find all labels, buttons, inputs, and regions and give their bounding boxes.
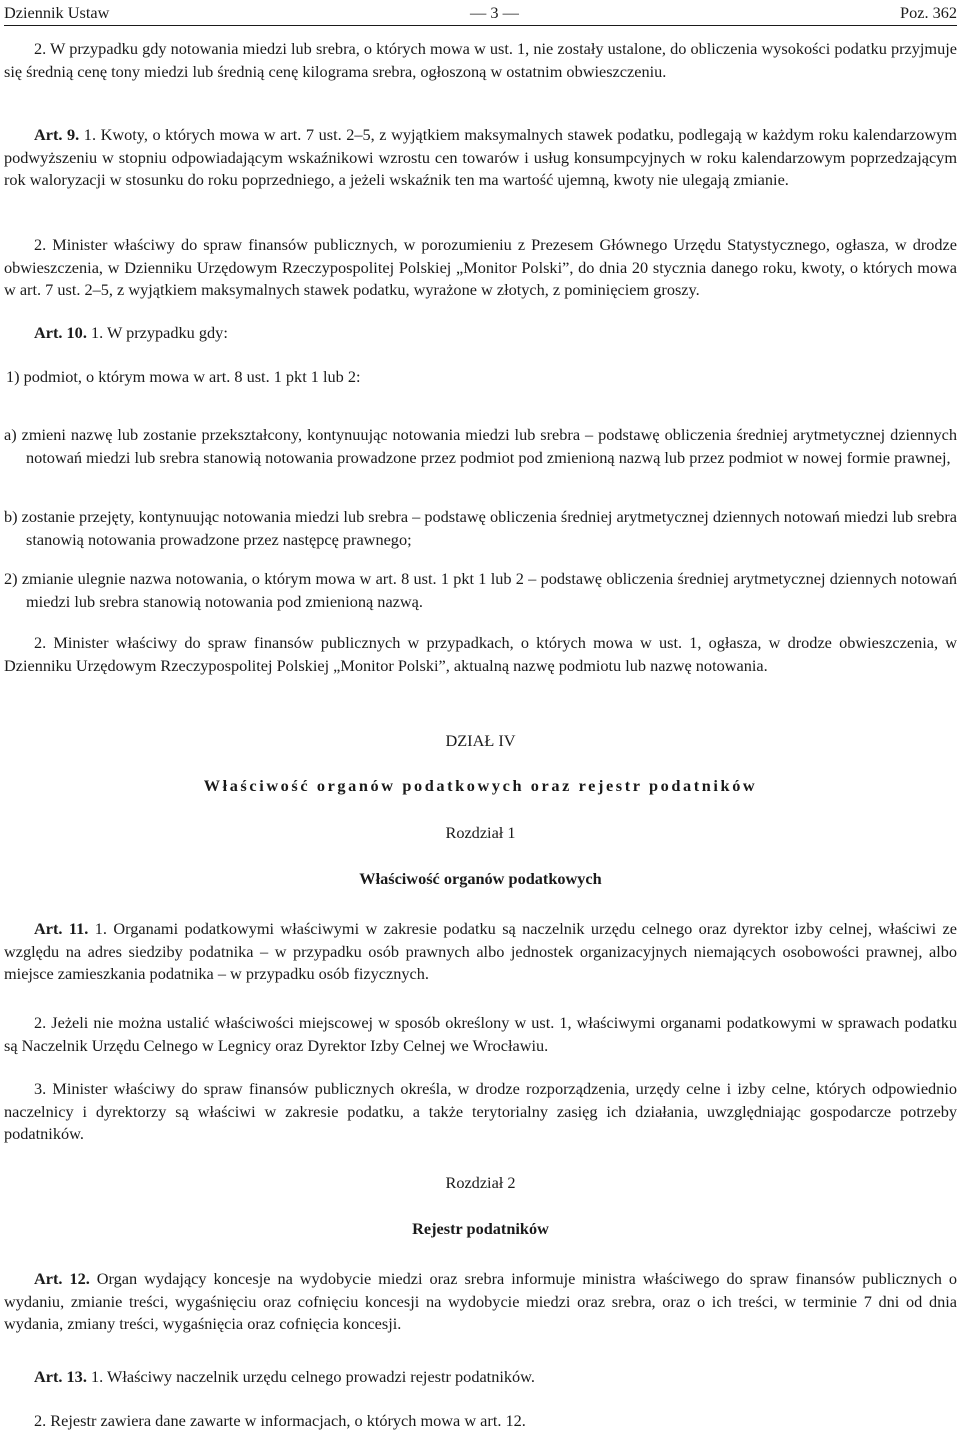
list-item-1: 1) podmiot, o którym mowa w art. 8 ust. 1 pkt 1 lub 2:: [6, 367, 361, 386]
art11-label: Art. 11.: [34, 919, 89, 938]
journal-name: Dziennik Ustaw: [4, 3, 110, 22]
chapter1-title: [4, 868, 957, 891]
paragraph-art9-ust1: [4, 124, 957, 192]
art10-label: Art. 10.: [34, 323, 87, 342]
art9-label: Art. 9.: [34, 125, 80, 144]
paragraph-art9-ust2: 2. Minister właściwy do spraw finansów publicznych, w porozumieniu z Prezesem Głównego Urzędu Statystycznego, ogłasza, w drodze obwieszczenia, w Dzienniku Urzędowym Rzeczypospolitej Polskiej „Monitor Polski”, do dnia 20 stycznia danego roku, kwoty, o których mowa w art. 7 ust. 2–5, z wyjątkiem maksymalnych stawek podatku, wyrażone w złotych, z pominięciem groszy.: [4, 235, 957, 299]
art12-text: Organ wydający koncesje na wydobycie miedzi oraz srebra informuje ministra właściwego do spraw finansów publicznych o wydaniu, zmianie treści, wygaśnięciu oraz cofnięciu koncesji na wydobycie miedzi oraz srebra, oraz o ich treści, w terminie 7 dni od dnia wydania, zmiany treści, wygaśnięcia oraz cofnięcia koncesji.: [4, 1269, 957, 1333]
chapter1-title-text: Właściwość organów podatkowych: [359, 869, 602, 888]
art13-label: Art. 13.: [34, 1367, 87, 1386]
paragraph-art10-ust1: [4, 322, 957, 345]
chapter2-title-text: Rejestr podatników: [412, 1219, 549, 1238]
art9-text: 1. Kwoty, o których mowa w art. 7 ust. 2–5, z wyjątkiem maksymalnych stawek podatku, podlegają w każdym roku kalendarzowym podwyższeniu w stopniu odpowiadającym wskaźnikowi wzrostu cen towarów i usług konsumpcyjnych w roku kalendarzowym poprzedzającym rok waloryzacji w stosunku do roku poprzedniego, a jeżeli wskaźnik ten ma wartość ujemną, kwoty nie ulegają zmianie.: [4, 125, 957, 189]
list-item-1a: a) zmieni nazwę lub zostanie przekształcony, kontynuując notowania miedzi lub srebra – podstawę obliczenia średniej arytmetycznej dziennych notowań miedzi lub srebra stanowią notowania prowadzone przez podmiot pod zmienioną nazwą lub przez podmiot w nowej formie prawnej,: [4, 425, 957, 467]
art11-text: 1. Organami podatkowymi właściwymi w zakresie podatku są naczelnik urzędu celnego oraz dyrektor izby celnej, właściwi ze względu na adres siedziby podatnika – w przypadku osób prawnych albo jednostek organizacyjnych niemających osobowości prawnej, albo miejsce zamieszkania podatnika – w przypadku osób fizycznych.: [4, 919, 958, 983]
paragraph-art10-ust2: 2. Minister właściwy do spraw finansów publicznych w przypadkach, o których mowa w ust. 1, ogłasza, w drodze obwieszczenia, w Dzienniku Urzędowym Rzeczypospolitej Polskiej „Monitor Polski”, aktualną nazwę podmiotu lub nazwę notowania.: [4, 633, 957, 675]
chapter2-title: [4, 1218, 957, 1241]
art12-label: Art. 12.: [34, 1269, 90, 1288]
art13-text: 1. Właściwy naczelnik urzędu celnego prowadzi rejestr podatników.: [86, 1367, 535, 1386]
division-title: Właściwość organów podatkowych oraz rejestr podatników: [203, 776, 758, 795]
chapter1-heading: Rozdział 1: [445, 823, 516, 842]
paragraph-art13-ust1: [4, 1366, 957, 1389]
paragraph-art11-ust3: 3. Minister właściwy do spraw finansów publicznych określa, w drodze rozporządzenia, urzędy celne i izby celne, których odpowiednio naczelnicy i dyrektorzy są właściwi w zakresie podatku, a także terytorialny zasięg ich działania, uwzględniając gospodarcze potrzeby podatników.: [4, 1079, 957, 1143]
paragraph-art13-ust2: 2. Rejestr zawiera dane zawarte w informacjach, o których mowa w art. 12.: [34, 1411, 526, 1430]
page-header: [4, 2, 957, 24]
list-item-2: 2) zmianie ulegnie nazwa notowania, o którym mowa w art. 8 ust. 1 pkt 1 lub 2 – podstawę obliczenia średniej arytmetycznej dziennych notowań miedzi lub srebra stanowią notowania pod zmienioną nazwą.: [4, 569, 957, 611]
list-item-1b: b) zostanie przejęty, kontynuując notowania miedzi lub srebra – podstawę obliczenia średniej arytmetycznej dziennych notowań miedzi lub srebra stanowią notowania prowadzone przez następcę prawnego;: [4, 507, 957, 549]
art10-text: 1. W przypadku gdy:: [86, 323, 228, 342]
position-number: Poz. 362: [900, 3, 957, 22]
header-rule: [4, 25, 957, 26]
document-page: [4, 0, 957, 1440]
division-heading: DZIAŁ IV: [445, 731, 516, 750]
paragraph-art11-ust1: [4, 918, 957, 986]
page-number: — 3 —: [470, 3, 519, 22]
paragraph-art12: [4, 1268, 957, 1336]
paragraph-art11-ust2: 2. Jeżeli nie można ustalić właściwości miejscowej w sposób określony w ust. 1, właściwymi organami podatkowymi w sprawach podatku są Naczelnik Urzędu Celnego w Legnicy oraz Dyrektor Izby Celnej we Wrocławiu.: [4, 1013, 957, 1055]
paragraph-art8-ust2: 2. W przypadku gdy notowania miedzi lub srebra, o których mowa w ust. 1, nie zostały ustalone, do obliczenia wysokości podatku przyjmuje się średnią cenę tony miedzi lub średnią cenę kilograma srebra, ogłoszoną w ostatnim obwieszczeniu.: [4, 39, 957, 81]
chapter2-heading: Rozdział 2: [445, 1173, 516, 1192]
